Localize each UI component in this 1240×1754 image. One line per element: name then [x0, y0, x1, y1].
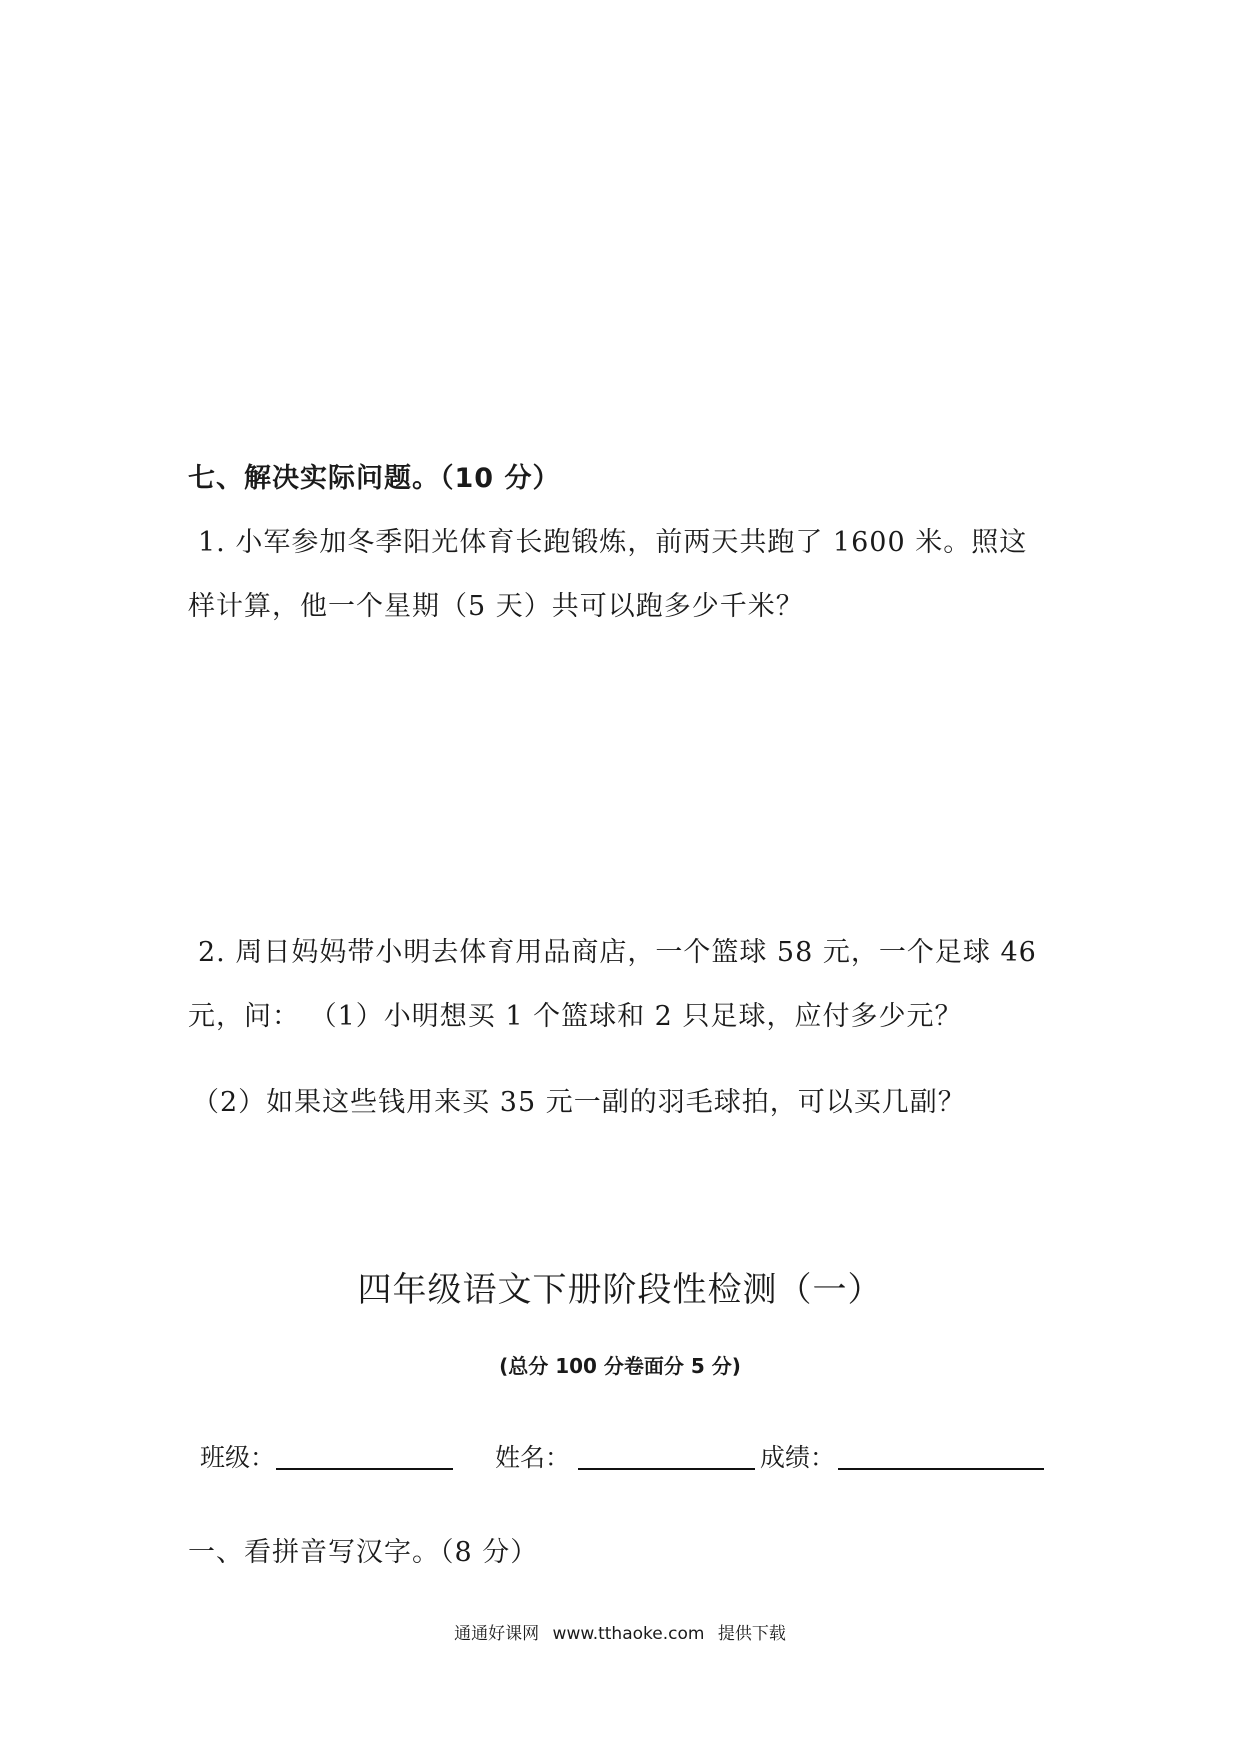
exam-title: 四年级语文下册阶段性检测（一）: [357, 1270, 883, 1310]
question-1-line-1: 1. 小军参加冬季阳光体育长跑锻炼，前两天共跑了 1600 米。照这: [198, 527, 1028, 558]
footer-url[interactable]: www.tthaoke.com: [552, 1624, 705, 1644]
name-label: 姓名：: [495, 1443, 571, 1472]
question-2-line-3: （2）如果这些钱用来买 35 元一副的羽毛球拍，可以买几副？: [192, 1087, 966, 1118]
class-label: 班级：: [200, 1443, 276, 1472]
footer-site-name: 通通好课网: [454, 1624, 540, 1644]
section-heading: 七、解决实际问题。（10 分）: [188, 463, 561, 494]
footer-suffix: 提供下载: [717, 1624, 786, 1644]
score-field[interactable]: [838, 1468, 1044, 1470]
question-1-line-2: 样计算，他一个星期（5 天）共可以跑多少千米？: [188, 591, 804, 622]
exam-subtitle: (总分 100 分卷面分 5 分): [499, 1354, 741, 1378]
part-1-heading: 一、看拼音写汉字。（8 分）: [188, 1537, 539, 1568]
question-2-line-2: 元，问： （1）小明想买 1 个篮球和 2 只足球，应付多少元？: [188, 1001, 963, 1032]
footer: [0, 1619, 1240, 1644]
question-2-line-1: 2. 周日妈妈带小明去体育用品商店，一个篮球 58 元，一个足球 46: [198, 937, 1037, 968]
class-field[interactable]: [276, 1468, 453, 1470]
score-label: 成绩：: [760, 1443, 836, 1472]
name-field[interactable]: [578, 1468, 755, 1470]
